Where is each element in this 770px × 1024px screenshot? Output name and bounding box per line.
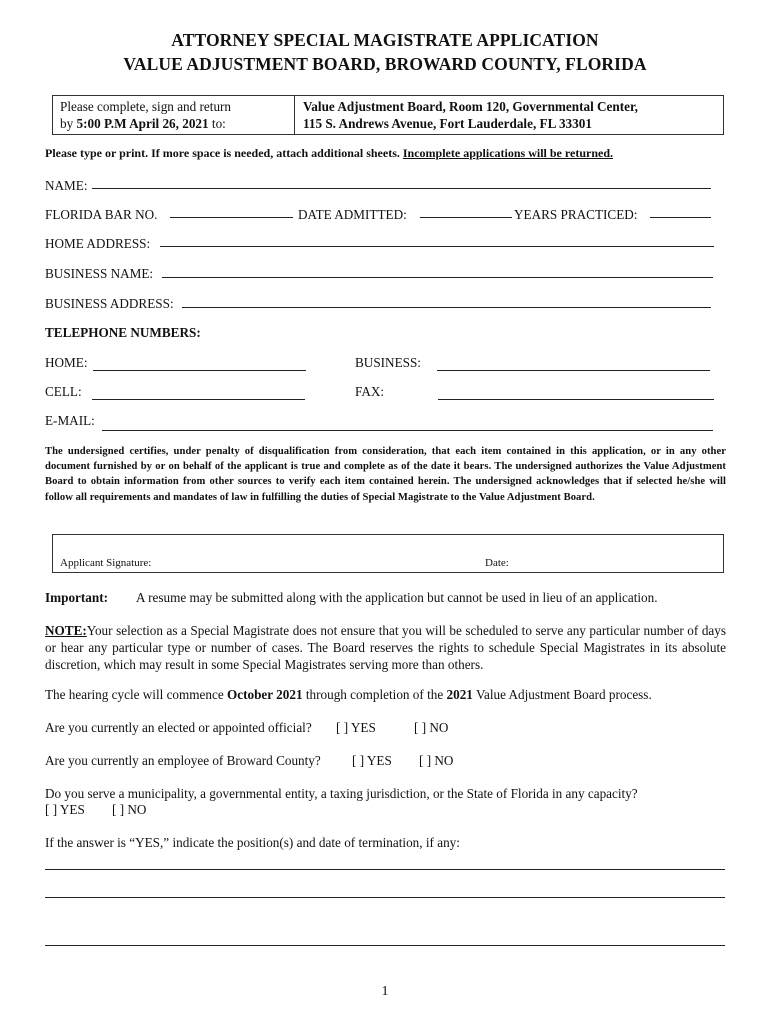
important-text: A resume may be submitted along with the application but cannot be used in lieu of an application. (136, 590, 658, 605)
q3-no-checkbox[interactable]: [ ] NO (112, 802, 147, 817)
page-subtitle: VALUE ADJUSTMENT BOARD, BROWARD COUNTY, FLORIDA (123, 54, 647, 74)
name-field[interactable] (92, 188, 711, 189)
hearing-middle: through completion of the (305, 687, 444, 702)
hearing-suffix: Value Adjustment Board process. (475, 687, 652, 702)
box-divider (294, 96, 295, 134)
q3-yes-checkbox[interactable]: [ ] YES (45, 802, 85, 817)
date-admitted-label: DATE ADMITTED: (298, 207, 407, 222)
email-label: E-MAIL: (45, 413, 95, 428)
signature-box (52, 534, 724, 573)
bar-no-label: FLORIDA BAR NO. (45, 207, 158, 222)
cell-phone-field[interactable] (92, 399, 305, 400)
business-name-label: BUSINESS NAME: (45, 266, 154, 281)
years-practiced-field[interactable] (650, 217, 711, 218)
incomplete-warning: Incomplete applications will be returned. (402, 146, 613, 160)
hearing-prefix: The hearing cycle will commence (45, 687, 224, 702)
business-phone-label: BUSINESS: (355, 355, 421, 370)
question-county-employee: Are you currently an employee of Broward County? (45, 753, 321, 768)
q2-yes-checkbox[interactable]: [ ] YES (352, 753, 392, 768)
email-field[interactable] (102, 430, 713, 431)
return-prefix: by (60, 116, 74, 131)
home-address-label: HOME ADDRESS: (45, 236, 151, 251)
note-text: Your selection as a Special Magistrate does not ensure that you will be scheduled to serve any particular number of days or hear any particular type or number of cases. The Board reserves the rights to schedule Special Magistrates in its absolute discretion, which may result in some Special Magistrates serving more than others. (45, 623, 726, 672)
return-instructions-box (52, 95, 724, 135)
note-paragraph (45, 622, 726, 673)
business-name-field[interactable] (162, 277, 713, 278)
telephone-heading: TELEPHONE NUMBERS: (45, 325, 201, 340)
fax-field[interactable] (438, 399, 714, 400)
instructions (45, 146, 613, 161)
hearing-cycle-text (45, 686, 652, 703)
business-address-label: BUSINESS ADDRESS: (45, 296, 174, 311)
hearing-year: 2021 (446, 687, 473, 702)
answer-line-3[interactable] (45, 945, 725, 946)
home-phone-field[interactable] (93, 370, 306, 371)
q1-yes-checkbox[interactable]: [ ] YES (336, 720, 376, 735)
return-suffix: to: (211, 116, 226, 131)
fax-label: FAX: (355, 384, 385, 399)
question-position-termination: If the answer is “YES,” indicate the position(s) and date of termination, if any: (45, 835, 460, 850)
signature-label: Applicant Signature: (60, 557, 152, 569)
certification-statement: The undersigned certifies, under penalty of disqualification from consideration, that each item contained in this application, or in any other document furnished by or on behalf of the applicant is true and complete as of the date it bears. The undersigned authorizes the Value Adjustment Board to obtain information from other sources to verify each item contained herein. The undersigned acknowledges that if selected he/she will follow all requirements and mandates of law in fulfilling the duties of Special Magistrate to the Value Adjustment Board. (45, 446, 726, 503)
question-elected-official: Are you currently an elected or appointed official? (45, 720, 312, 735)
page-number: 1 (381, 984, 389, 999)
cell-phone-label: CELL: (45, 384, 82, 399)
instructions-text: Please type or print. If more space is needed, attach additional sheets. (45, 146, 400, 160)
answer-line-2[interactable] (45, 897, 725, 898)
page-title: ATTORNEY SPECIAL MAGISTRATE APPLICATION (171, 30, 599, 50)
important-label: Important: (45, 590, 109, 605)
return-deadline: 5:00 P.M April 26, 2021 (76, 116, 209, 131)
question-municipality: Do you serve a municipality, a governmental entity, a taxing jurisdiction, or the State of Florida in any capacity? (45, 786, 638, 801)
business-address-field[interactable] (182, 307, 711, 308)
q1-no-checkbox[interactable]: [ ] NO (414, 720, 449, 735)
bar-no-field[interactable] (170, 217, 293, 218)
answer-line-1[interactable] (45, 869, 725, 870)
home-address-field[interactable] (160, 246, 714, 247)
name-label: NAME: (45, 178, 88, 193)
business-phone-field[interactable] (437, 370, 710, 371)
return-text-line1: Please complete, sign and return (60, 99, 232, 114)
date-admitted-field[interactable] (420, 217, 512, 218)
years-practiced-label: YEARS PRACTICED: (514, 207, 638, 222)
date-label: Date: (485, 557, 509, 569)
hearing-start: October 2021 (226, 687, 303, 702)
q2-no-checkbox[interactable]: [ ] NO (419, 753, 454, 768)
home-phone-label: HOME: (45, 355, 88, 370)
return-address-line1: Value Adjustment Board, Room 120, Governmental Center, (303, 99, 638, 114)
return-text-line2 (60, 115, 226, 132)
note-label: NOTE: (45, 623, 87, 638)
return-address-line2: 115 S. Andrews Avenue, Fort Lauderdale, FL 33301 (303, 116, 592, 131)
